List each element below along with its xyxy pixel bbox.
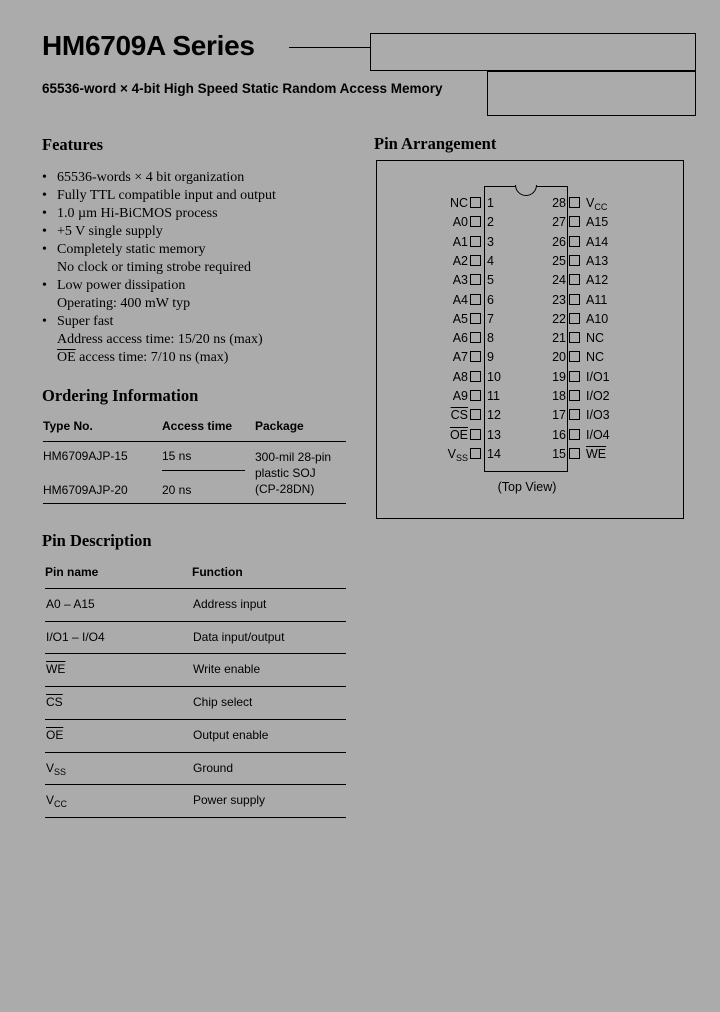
pin-number: 25 (552, 254, 566, 268)
pin-number: 15 (552, 447, 566, 461)
pin-number: 14 (487, 447, 501, 461)
pin-label-text: NC (449, 196, 468, 210)
features-list (42, 169, 362, 367)
pin-pad (569, 294, 580, 305)
pin-label-text: A3 (452, 273, 468, 287)
pin-number: 16 (552, 428, 566, 442)
pin-name-subscript: SS (54, 766, 67, 777)
pin-label-text: V (447, 447, 456, 461)
pin-number: 27 (552, 215, 566, 229)
pin-pad (470, 274, 481, 285)
pin-pad (569, 371, 580, 382)
pin-label-text: A6 (452, 331, 468, 345)
pin-label (450, 428, 468, 442)
feature-text: Super fast (57, 314, 114, 329)
pin-label (453, 293, 468, 307)
bullet-icon: • (42, 206, 47, 221)
pin-label-text: $\overline{CS}$ (450, 408, 468, 422)
pin-pad (470, 390, 481, 401)
bullet-icon: • (42, 188, 47, 203)
feature-item (42, 241, 362, 259)
pin-pad (470, 448, 481, 459)
feature-text: access time: 7/10 ns (max) (75, 350, 229, 365)
pin-number: 11 (487, 389, 500, 403)
bullet-icon: • (42, 170, 47, 185)
pin-pad (569, 409, 580, 420)
pin-label (450, 196, 468, 210)
feature-text: 65536-words × 4 bit organization (57, 170, 245, 185)
pin-name-text: $\overline{WE}$ (46, 662, 66, 677)
pin-pad (569, 236, 580, 247)
pin-function: Write enable (193, 662, 261, 677)
pin-number: 3 (487, 235, 494, 249)
feature-text: Fully TTL compatible input and output (57, 188, 276, 203)
pin-label-text: V (586, 196, 595, 210)
feature-item (42, 313, 362, 331)
pin-number: 23 (552, 293, 566, 307)
pin-pad (470, 409, 481, 420)
pin-label-text: $\overline{WE}$ (586, 447, 607, 461)
pin-pad (569, 332, 580, 343)
pin-pad (569, 429, 580, 440)
pin-label (586, 312, 608, 326)
pin-label (586, 254, 608, 268)
pin-pad (470, 255, 481, 266)
feature-item (42, 169, 362, 187)
pin-label-subscript: SS (455, 453, 468, 463)
pin-label (453, 235, 468, 249)
pin-pad (569, 274, 580, 285)
pin-number: 8 (487, 331, 494, 345)
pin-pad (569, 216, 580, 227)
pin-pad (470, 197, 481, 208)
ordering-col-access: Access time (162, 419, 233, 433)
pin-label (453, 389, 468, 403)
pin-label (586, 408, 610, 422)
pin-label (453, 350, 468, 364)
pin-label (586, 273, 608, 287)
pin-number: 24 (552, 273, 566, 287)
pin-label-text: A8 (452, 370, 468, 384)
pin-pad (470, 313, 481, 324)
pin-number: 18 (552, 389, 566, 403)
pindesc-row-rule (45, 719, 346, 720)
pin-label-text: I/O4 (586, 428, 610, 442)
ordering-row-type: HM6709AJP-15 (43, 449, 128, 463)
pin-label (586, 389, 610, 403)
feature-text: +5 V single supply (57, 224, 163, 239)
feature-item (42, 223, 362, 241)
page-subtitle: 65536-word × 4-bit High Speed Static Random Access Memory (42, 81, 443, 96)
pin-label-text: NC (586, 350, 605, 364)
package-line: 300-mil 28-pin (255, 450, 332, 464)
pin-label (586, 215, 608, 229)
pindesc-row-rule (45, 752, 346, 753)
pin-name-text: V (46, 760, 55, 775)
feature-text: 1.0 µm Hi-BiCMOS process (57, 206, 218, 221)
pin-label-text: A2 (452, 254, 468, 268)
pindesc-row-rule (45, 784, 346, 785)
pin-name-text: $\overline{CS}$ (46, 695, 63, 710)
pin-label (453, 273, 468, 287)
bullet-icon: • (42, 224, 47, 239)
header-box-lower (487, 71, 696, 116)
pin-label (448, 447, 468, 465)
pin-label-text: A14 (586, 235, 609, 249)
pin-name (46, 728, 63, 742)
ordering-header-rule (43, 441, 346, 442)
pin-name (46, 761, 66, 777)
pin-label-subscript: CC (594, 202, 608, 212)
pin-pad (569, 390, 580, 401)
pin-number: 12 (487, 408, 501, 422)
pin-label-text: A4 (452, 293, 468, 307)
pin-number: 28 (552, 196, 566, 210)
bullet-icon: • (42, 242, 47, 257)
pin-description-heading: Pin Description (42, 531, 152, 550)
pin-label-text: A11 (586, 293, 608, 307)
pin-number: 20 (552, 350, 566, 364)
pin-label (586, 447, 606, 461)
feature-text: Operating: 400 mW typ (57, 296, 191, 311)
pin-name (46, 597, 95, 611)
title-rule (289, 47, 371, 48)
pin-pad (470, 351, 481, 362)
pin-label-text: A9 (452, 389, 468, 403)
pin-number: 9 (487, 350, 494, 364)
pin-label-text: A0 (452, 215, 468, 229)
ordering-row-access: 15 ns (162, 449, 192, 463)
pin-label (586, 196, 607, 214)
feature-item (42, 187, 362, 205)
pin-number: 10 (487, 370, 501, 384)
features-heading: Features (42, 135, 104, 154)
pin-label (453, 254, 468, 268)
pin-pad (470, 294, 481, 305)
pin-function: Data input/output (193, 629, 285, 644)
pin-label (453, 215, 468, 229)
pin-label-text: $\overline{OE}$ (449, 428, 468, 442)
pin-pad (470, 371, 481, 382)
pin-number: 7 (487, 312, 494, 326)
package-line: (CP-28DN) (255, 482, 315, 496)
pin-label (586, 235, 608, 249)
pin-number: 17 (552, 408, 566, 422)
pin-name (46, 695, 63, 709)
ordering-row-type: HM6709AJP-20 (43, 483, 128, 497)
feature-item (42, 295, 362, 313)
feature-item (42, 277, 362, 295)
pin-function: Address input (193, 597, 267, 611)
feature-text: Address access time: 15/20 ns (max) (57, 332, 263, 347)
pin-label (453, 370, 468, 384)
pin-number: 4 (487, 254, 494, 268)
pin-function: Output enable (193, 727, 269, 742)
overline-signal: $\overline{OE}$ (57, 350, 76, 365)
pin-label (453, 312, 468, 326)
pin-number: 6 (487, 293, 494, 307)
pin-pad (569, 448, 580, 459)
top-view-caption: (Top View) (497, 480, 557, 494)
pin-label (586, 331, 604, 345)
pin-function: Chip select (193, 695, 253, 710)
pindesc-row-rule (45, 686, 346, 687)
pin-name-text: $\overline{OE}$ (46, 727, 64, 742)
pin-label (586, 293, 607, 307)
pindesc-col-function: Function (192, 565, 243, 579)
bullet-icon: • (42, 314, 47, 329)
ordering-heading: Ordering Information (42, 386, 199, 405)
header-box-upper (370, 33, 696, 71)
pin-label-text: A13 (586, 254, 609, 268)
pindesc-row-rule (45, 653, 346, 654)
pin-label-text: I/O1 (586, 370, 610, 384)
pin-name-text: I/O1 – I/O4 (46, 629, 105, 644)
pin-label-text: A10 (586, 312, 609, 326)
pin-number: 26 (552, 235, 566, 249)
pin-label-text: A1 (452, 235, 468, 249)
pin-name-subscript: CC (54, 799, 68, 810)
pin-pad (470, 429, 481, 440)
pin-name (46, 662, 65, 676)
pin-label-text: A12 (586, 273, 609, 287)
pin-number: 2 (487, 215, 494, 229)
pin-arrangement-heading: Pin Arrangement (374, 134, 497, 153)
pin-pad (470, 332, 481, 343)
pin-number: 13 (487, 428, 501, 442)
pin-pad (470, 216, 481, 227)
pindesc-row-rule (45, 621, 346, 622)
pin-pad (569, 255, 580, 266)
pin-label-text: A15 (586, 215, 609, 229)
pin-label (586, 370, 610, 384)
feature-text: No clock or timing strobe required (57, 260, 252, 275)
pin-function: Power supply (193, 793, 266, 808)
pindesc-header-rule (45, 588, 346, 589)
pin-name (46, 630, 105, 644)
pin-function: Ground (193, 760, 234, 775)
pin-number: 21 (552, 331, 566, 345)
feature-item (42, 349, 362, 367)
pin-label (586, 350, 604, 364)
pin-label-text: A7 (452, 350, 468, 364)
feature-item (42, 205, 362, 223)
pindesc-col-name: Pin name (45, 565, 99, 579)
pin-pad (569, 351, 580, 362)
pin-number: 19 (552, 370, 566, 384)
ordering-row-access: 20 ns (162, 483, 192, 497)
pin-label (453, 331, 468, 345)
pin-number: 5 (487, 273, 494, 287)
pindesc-row-rule (45, 817, 346, 818)
pin-label-text: I/O3 (586, 408, 610, 422)
feature-item (42, 259, 362, 277)
pin-label-text: A5 (452, 312, 468, 326)
pin-label (451, 408, 468, 422)
pin-number: 22 (552, 312, 566, 326)
pin-label (586, 428, 610, 442)
pin-name-text: V (46, 793, 55, 808)
pin-pad (569, 197, 580, 208)
pin-label-text: I/O2 (586, 389, 610, 403)
ordering-package-cell (255, 449, 331, 497)
bullet-icon: • (42, 278, 47, 293)
feature-text: Low power dissipation (57, 278, 186, 293)
pin-label-text: NC (586, 331, 605, 345)
package-line: plastic SOJ (255, 466, 316, 480)
ordering-col-package: Package (255, 419, 304, 433)
feature-text: Completely static memory (57, 242, 206, 257)
ordering-col-type: Type No. (43, 419, 93, 433)
pin-name (46, 793, 67, 809)
ordering-bottom-rule (43, 503, 346, 504)
feature-item (42, 331, 362, 349)
ordering-mid-rule (162, 470, 245, 471)
pin-pad (569, 313, 580, 324)
pin-number: 1 (487, 196, 494, 210)
page-title: HM6709A Series (42, 30, 255, 61)
pin-pad (470, 236, 481, 247)
pin-name-text: A0 – A15 (46, 597, 95, 611)
